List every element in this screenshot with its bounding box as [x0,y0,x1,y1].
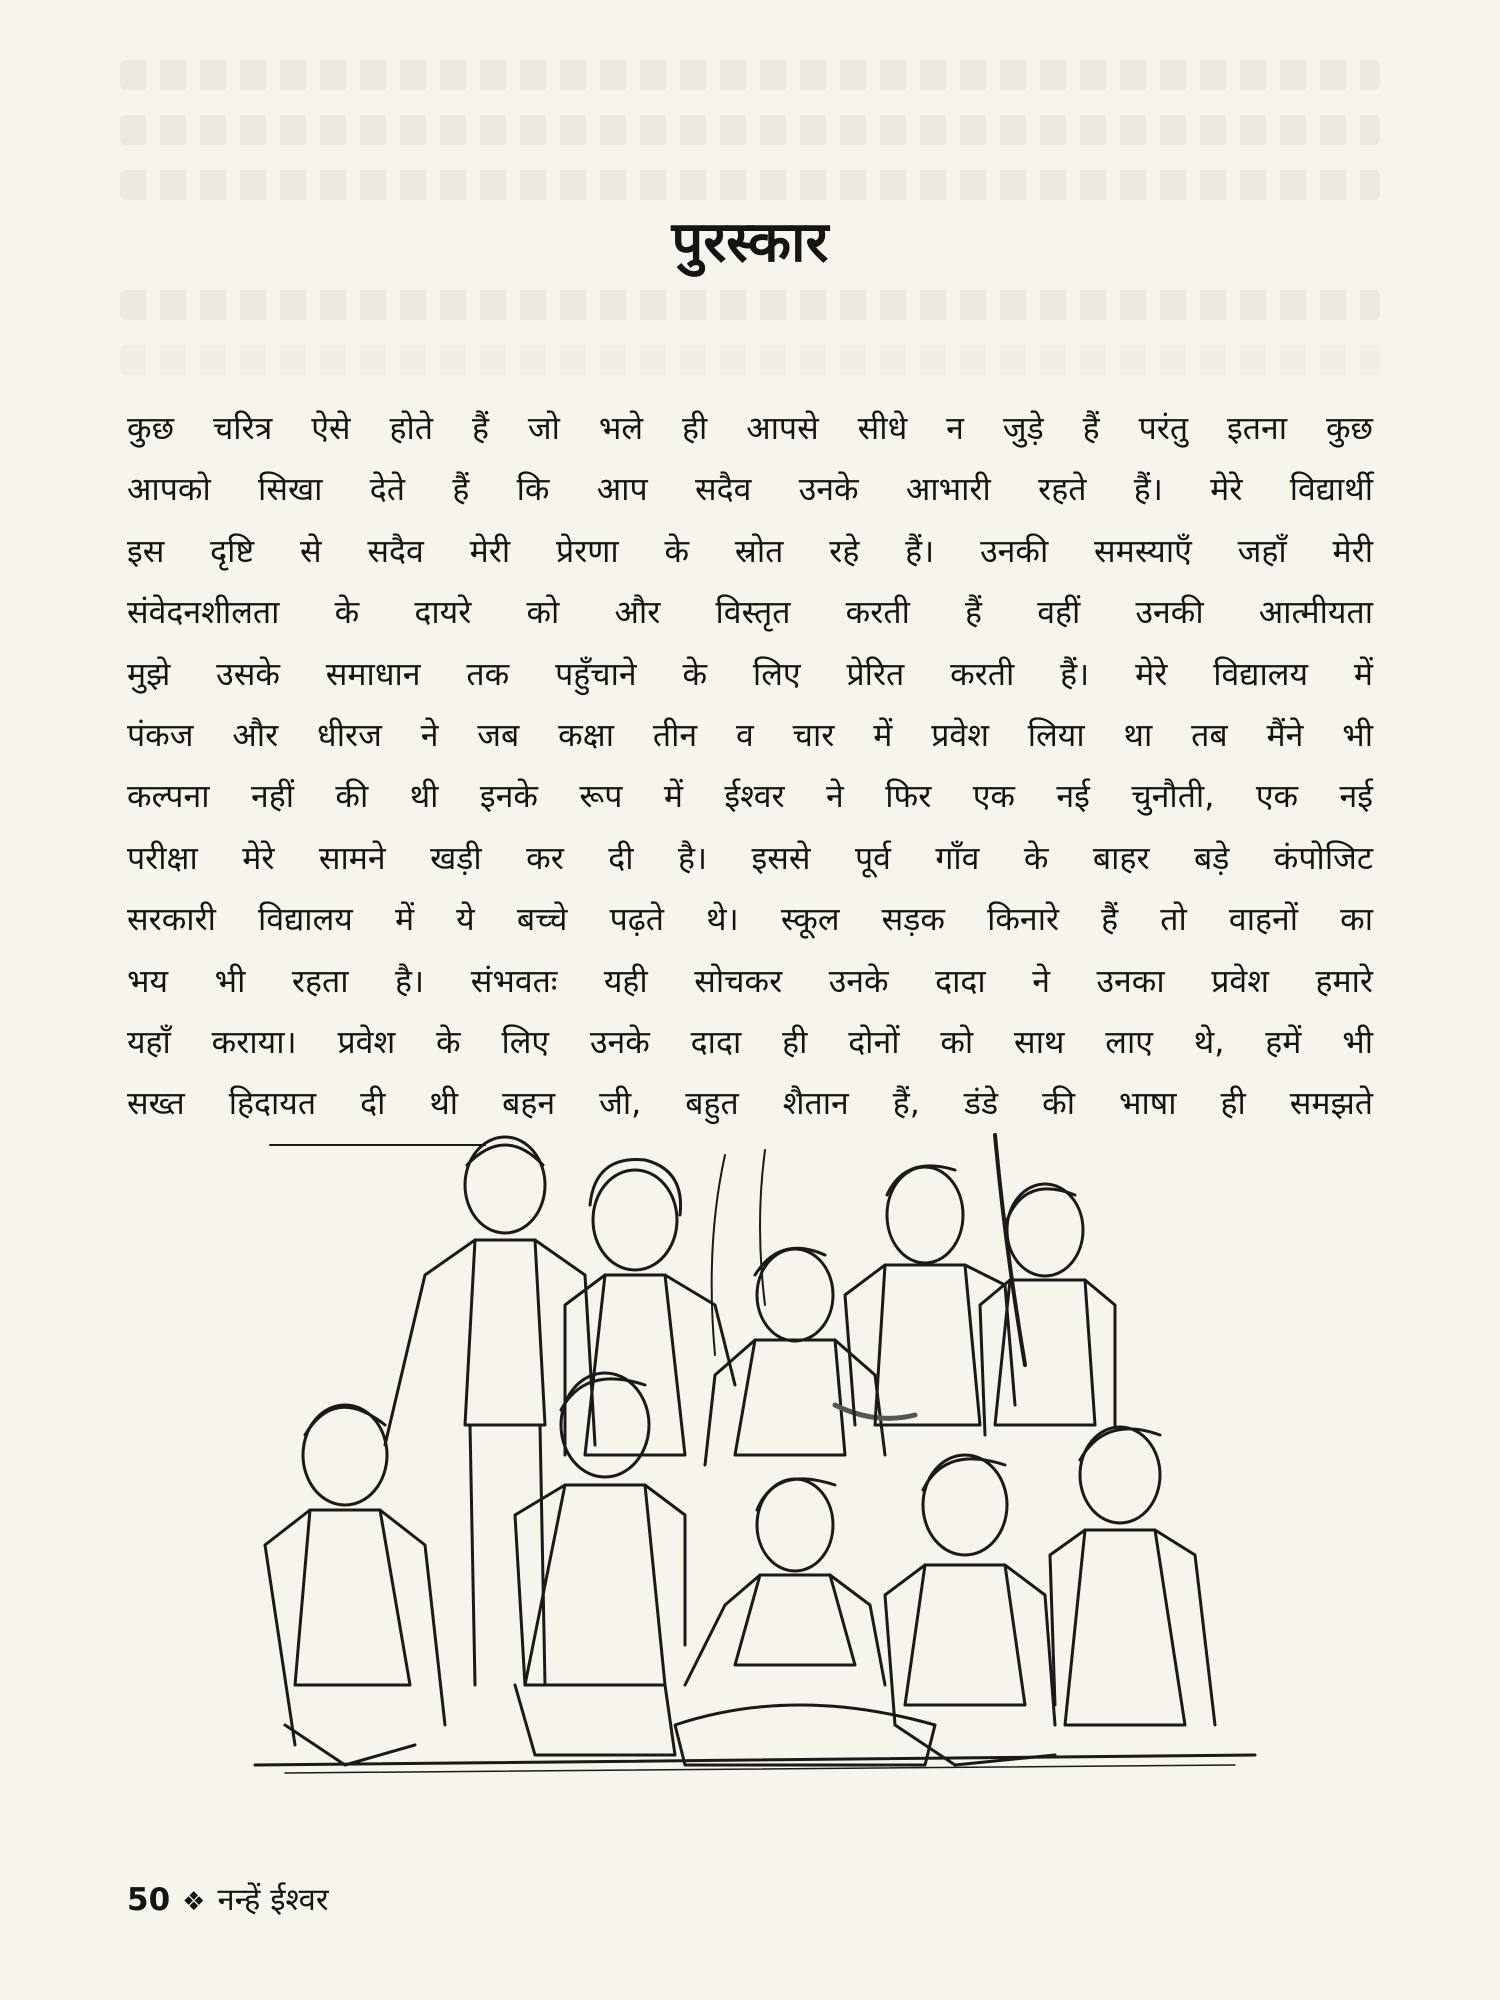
show-through-text [120,115,1380,145]
child-figure [565,1160,735,1455]
text-line: कुछ चरित्र ऐसे होते हैं जो भले ही आपसे सीधे न जुड़े हैं परंतु इतना कुछ [127,409,1373,447]
text-line: परीक्षा मेरे सामने खड़ी कर दी है। इससे पूर्व गाँव के बाहर बड़े कंपोजिट [127,838,1373,877]
show-through-text [120,290,1380,320]
child-figure [265,1405,445,1765]
text-line: आपको सिखा देते हैं कि आप सदैव उनके आभारी रहते हैं। मेरे विद्यार्थी [127,470,1373,509]
text-line: मुझे उसके समाधान तक पहुँचाने के लिए प्रेरित करती हैं। मेरे विद्यालय में [127,654,1373,693]
show-through-text [120,60,1380,90]
text-line: यहाँ कराया। प्रवेश के लिए उनके दादा ही दोनों को साथ लाए थे, हमें भी [127,1022,1373,1061]
children-group-illustration [235,1125,1275,1825]
text-line: पंकज और धीरज ने जब कक्षा तीन व चार में प्रवेश लिया था तब मैंने भी [127,715,1373,754]
text-line: इस दृष्टि से सदैव मेरी प्रेरणा के स्रोत रहे हैं। उनकी समस्याएँ जहाँ मेरी [127,531,1373,570]
text-line: सख्त हिदायत दी थी बहन जी, बहुत शैतान हैं, डंडे की भाषा ही समझते [127,1084,1373,1123]
body-text [127,398,1373,1135]
ornament-icon: ❖ [182,1887,206,1917]
show-through-text [120,170,1380,200]
page-number: 50 [127,1882,171,1918]
page-footer [127,1880,329,1922]
chapter-title: पुरस्कार [671,210,829,275]
child-figure [980,1184,1115,1435]
text-line: कल्पना नहीं की थी इनके रूप में ईश्वर ने फिर एक नई चुनौती, एक नई [127,777,1373,816]
text-line: संवेदनशीलता के दायरे को और विस्तृत करती हैं वहीं उनकी आत्मीयता [127,593,1373,632]
text-line: सरकारी विद्यालय में ये बच्चे पढ़ते थे। स्कूल सड़क किनारे हैं तो वाहनों का [127,900,1373,939]
book-title: नन्हें ईश्वर [217,1882,329,1918]
text-line: भय भी रहता है। संभवतः यही सोचकर उनके दादा ने उनका प्रवेश हमारे [127,961,1373,1000]
child-figure [1050,1427,1215,1725]
show-through-text [120,345,1380,375]
